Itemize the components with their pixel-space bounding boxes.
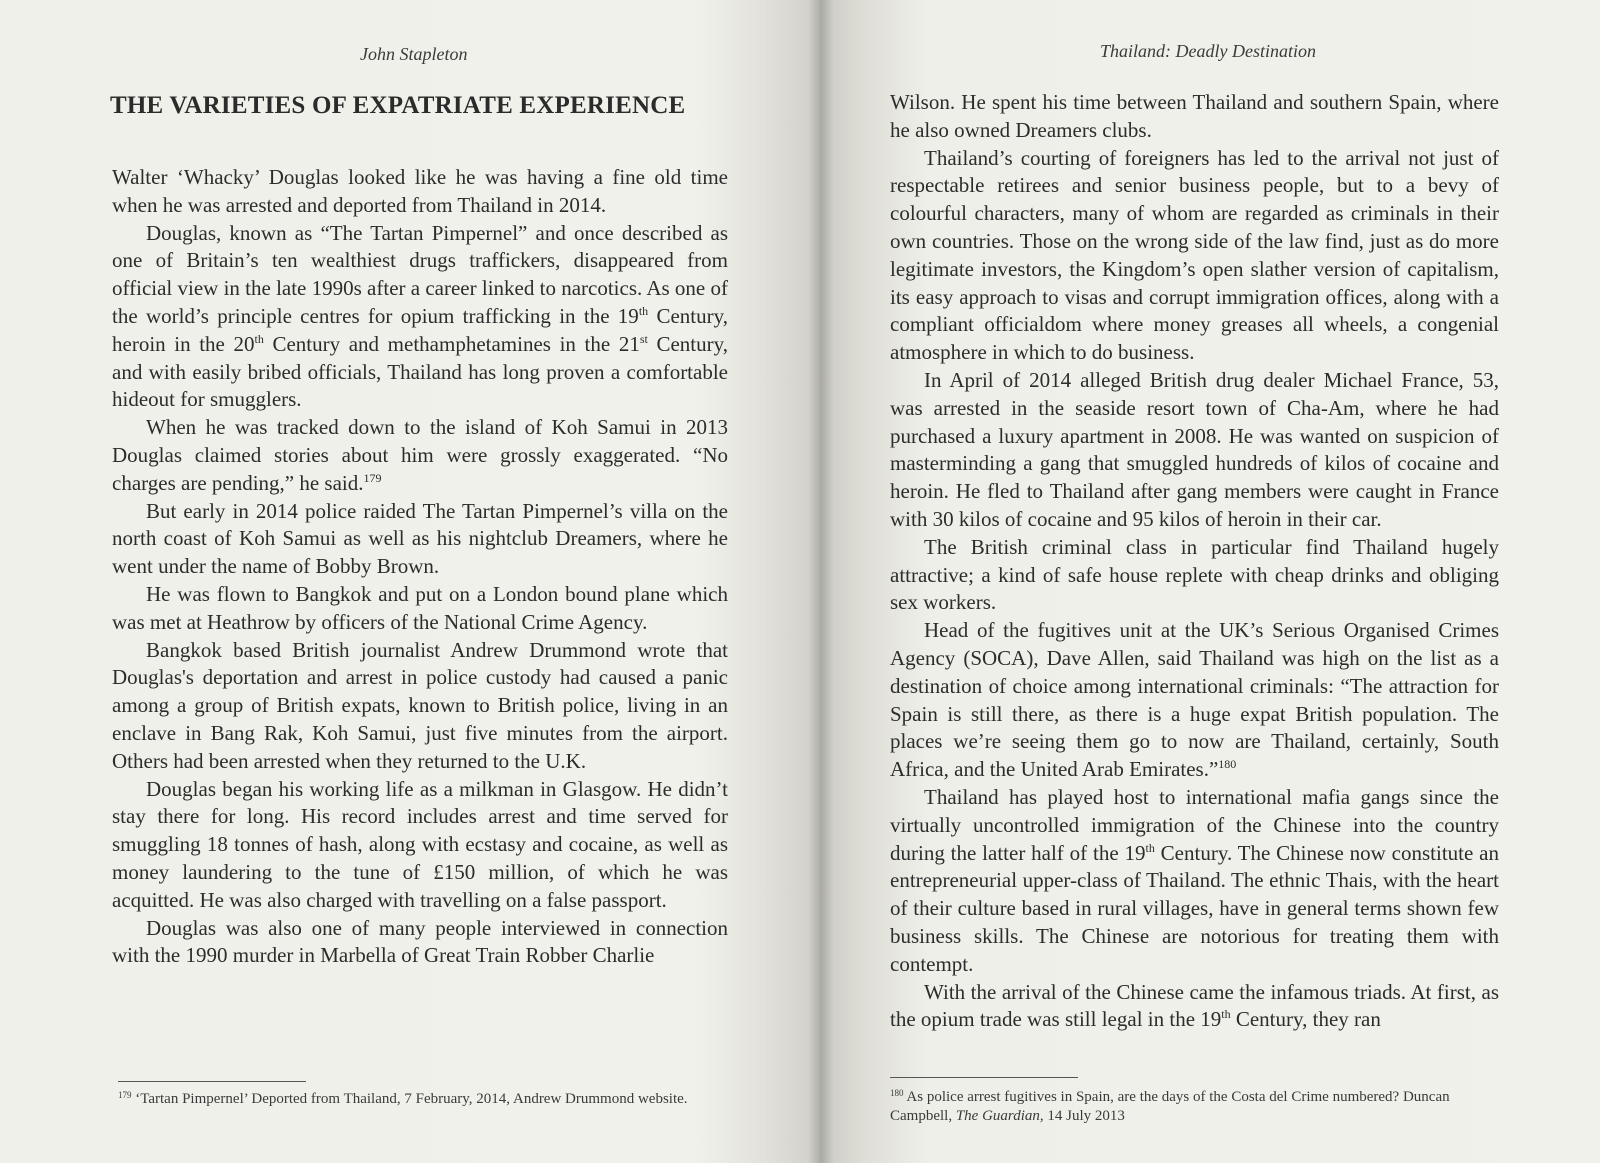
paragraph: Douglas, known as “The Tartan Pimpernel” and once described as one of Britain’s ten wealthiest drugs traffickers, disappeared from official view in the late 1990s after a career linked to narcotics. As one of the world’s principle centres for opium trafficking in the 19th Century, heroin in the 20th Century and methamphetamines in the 21st Century, and with easily bribed officials, Thailand has long proven a comfortable hideout for smugglers. <box>112 220 729 412</box>
left-body-text <box>112 164 728 970</box>
footnote-reference[interactable]: 179 <box>363 470 382 485</box>
paragraph: Thailand has played host to international mafia gangs since the virtually uncontrolled immigration of the Chinese into the country during the latter half of the 19th Century. The Chinese now constitute an entrepreneurial upper-class of Thailand. The ethnic Thais, with the heart of their culture based in rural villages, have in general terms shown few business skills. The Chinese are notorious for treating them with contempt. <box>890 784 1499 976</box>
paragraph: He was flown to Bangkok and put on a London bound plane which was met at Heathrow by officers of the National Crime Agency. <box>112 581 728 634</box>
paragraph: Bangkok based British journalist Andrew Drummond wrote that Douglas's deportation and arrest in police custody had caused a panic among a group of British expats, known to British police, living in an enclave in Bang Rak, Koh Samui, just five minutes from the airport. Others had been arrested when they returned to the U.K. <box>112 637 728 773</box>
paragraph: Walter ‘Whacky’ Douglas looked like he was having a fine old time when he was arrested and deported from Thailand in 2014. <box>112 165 728 217</box>
footnote-divider <box>890 1077 1078 1078</box>
chapter-title: THE VARIETIES OF EXPATRIATE EXPERIENCE <box>110 92 686 119</box>
footnote-reference[interactable]: 180 <box>1218 757 1237 772</box>
running-head-book-title: Thailand: Deadly Destination <box>1100 41 1316 61</box>
paragraph: In April of 2014 alleged British drug dealer Michael France, 53, was arrested in the seaside resort town of Cha-Am, where he had purchased a luxury apartment in 2008. He was wanted on suspicion of masterminding a gang that smuggled hundreds of kilos of cocaine and heroin. He fled to Thailand after gang members were caught in France with 30 kilos of cocaine and 95 kilos of heroin in their car. <box>890 367 1499 531</box>
paragraph: Head of the fugitives unit at the UK’s Serious Organised Crimes Agency (SOCA), Dave Allen, said Thailand was high on the list as a destination of choice among international criminals: “The attraction for Spain is still there, as there is a huge expat British population. The places we’re seeing them go to now are Thailand, certainly, South Africa, and the United Arab Emirates.”$^{180}$ <box>890 618 1499 782</box>
paragraph: Thailand’s courting of foreigners has led to the arrival not just of respectable retirees and senior business people, but to a bevy of colourful characters, many of whom are regarded as criminals in their own countries. Those on the wrong side of the law find, just as do more legitimate investors, the Kingdom’s open slather version of capitalism, its easy approach to visas and corrupt immigration offices, along with a compliant officialdom where money greases all wheels, a congenial atmosphere in which to do business. <box>890 145 1499 365</box>
right-body-text <box>890 89 1499 1034</box>
paragraph: Douglas began his working life as a milkman in Glasgow. He didn’t stay there for long. His record includes arrest and time served for smuggling 18 tonnes of hash, along with ecstasy and cocaine, as well as money laundering to the tune of £150 million, of which he was acquitted. He was also charged with travelling on a false passport. <box>112 776 728 912</box>
footnote-divider <box>118 1081 306 1082</box>
footnote: $^{180}$ As police arrest fugitives in Spain, are the days of the Costa del Crime numbered? Duncan Campbell, The Guardian, 14 July 2013 <box>890 1088 1450 1124</box>
running-head-author: John Stapleton <box>360 44 468 64</box>
paragraph: When he was tracked down to the island of Koh Samui in 2013 Douglas claimed stories about him were grossly exaggerated. “No charges are pending,” he said.$^{179}$ <box>112 415 728 495</box>
paragraph: With the arrival of the Chinese came the infamous triads. At first, as the opium trade was still legal in the 19th Century, they ran <box>890 979 1499 1032</box>
paragraph: The British criminal class in particular find Thailand hugely attractive; a kind of safe house replete with cheap drinks and obliging sex workers. <box>890 534 1499 615</box>
book-gutter-shadow <box>808 0 834 1163</box>
right-page <box>820 0 1600 1163</box>
paragraph: But early in 2014 police raided The Tartan Pimpernel’s villa on the north coast of Koh Samui as well as his nightclub Dreamers, where he went under the name of Bobby Brown. <box>112 498 728 579</box>
paragraph: Wilson. He spent his time between Thailand and southern Spain, where he also owned Dreamers clubs. <box>890 90 1499 142</box>
footnote: $^{179}$ ‘Tartan Pimpernel’ Deported from Thailand, 7 February, 2014, Andrew Drummond website. <box>118 1090 688 1107</box>
paragraph: Douglas was also one of many people interviewed in connection with the 1990 murder in Marbella of Great Train Robber Charlie <box>112 915 728 968</box>
